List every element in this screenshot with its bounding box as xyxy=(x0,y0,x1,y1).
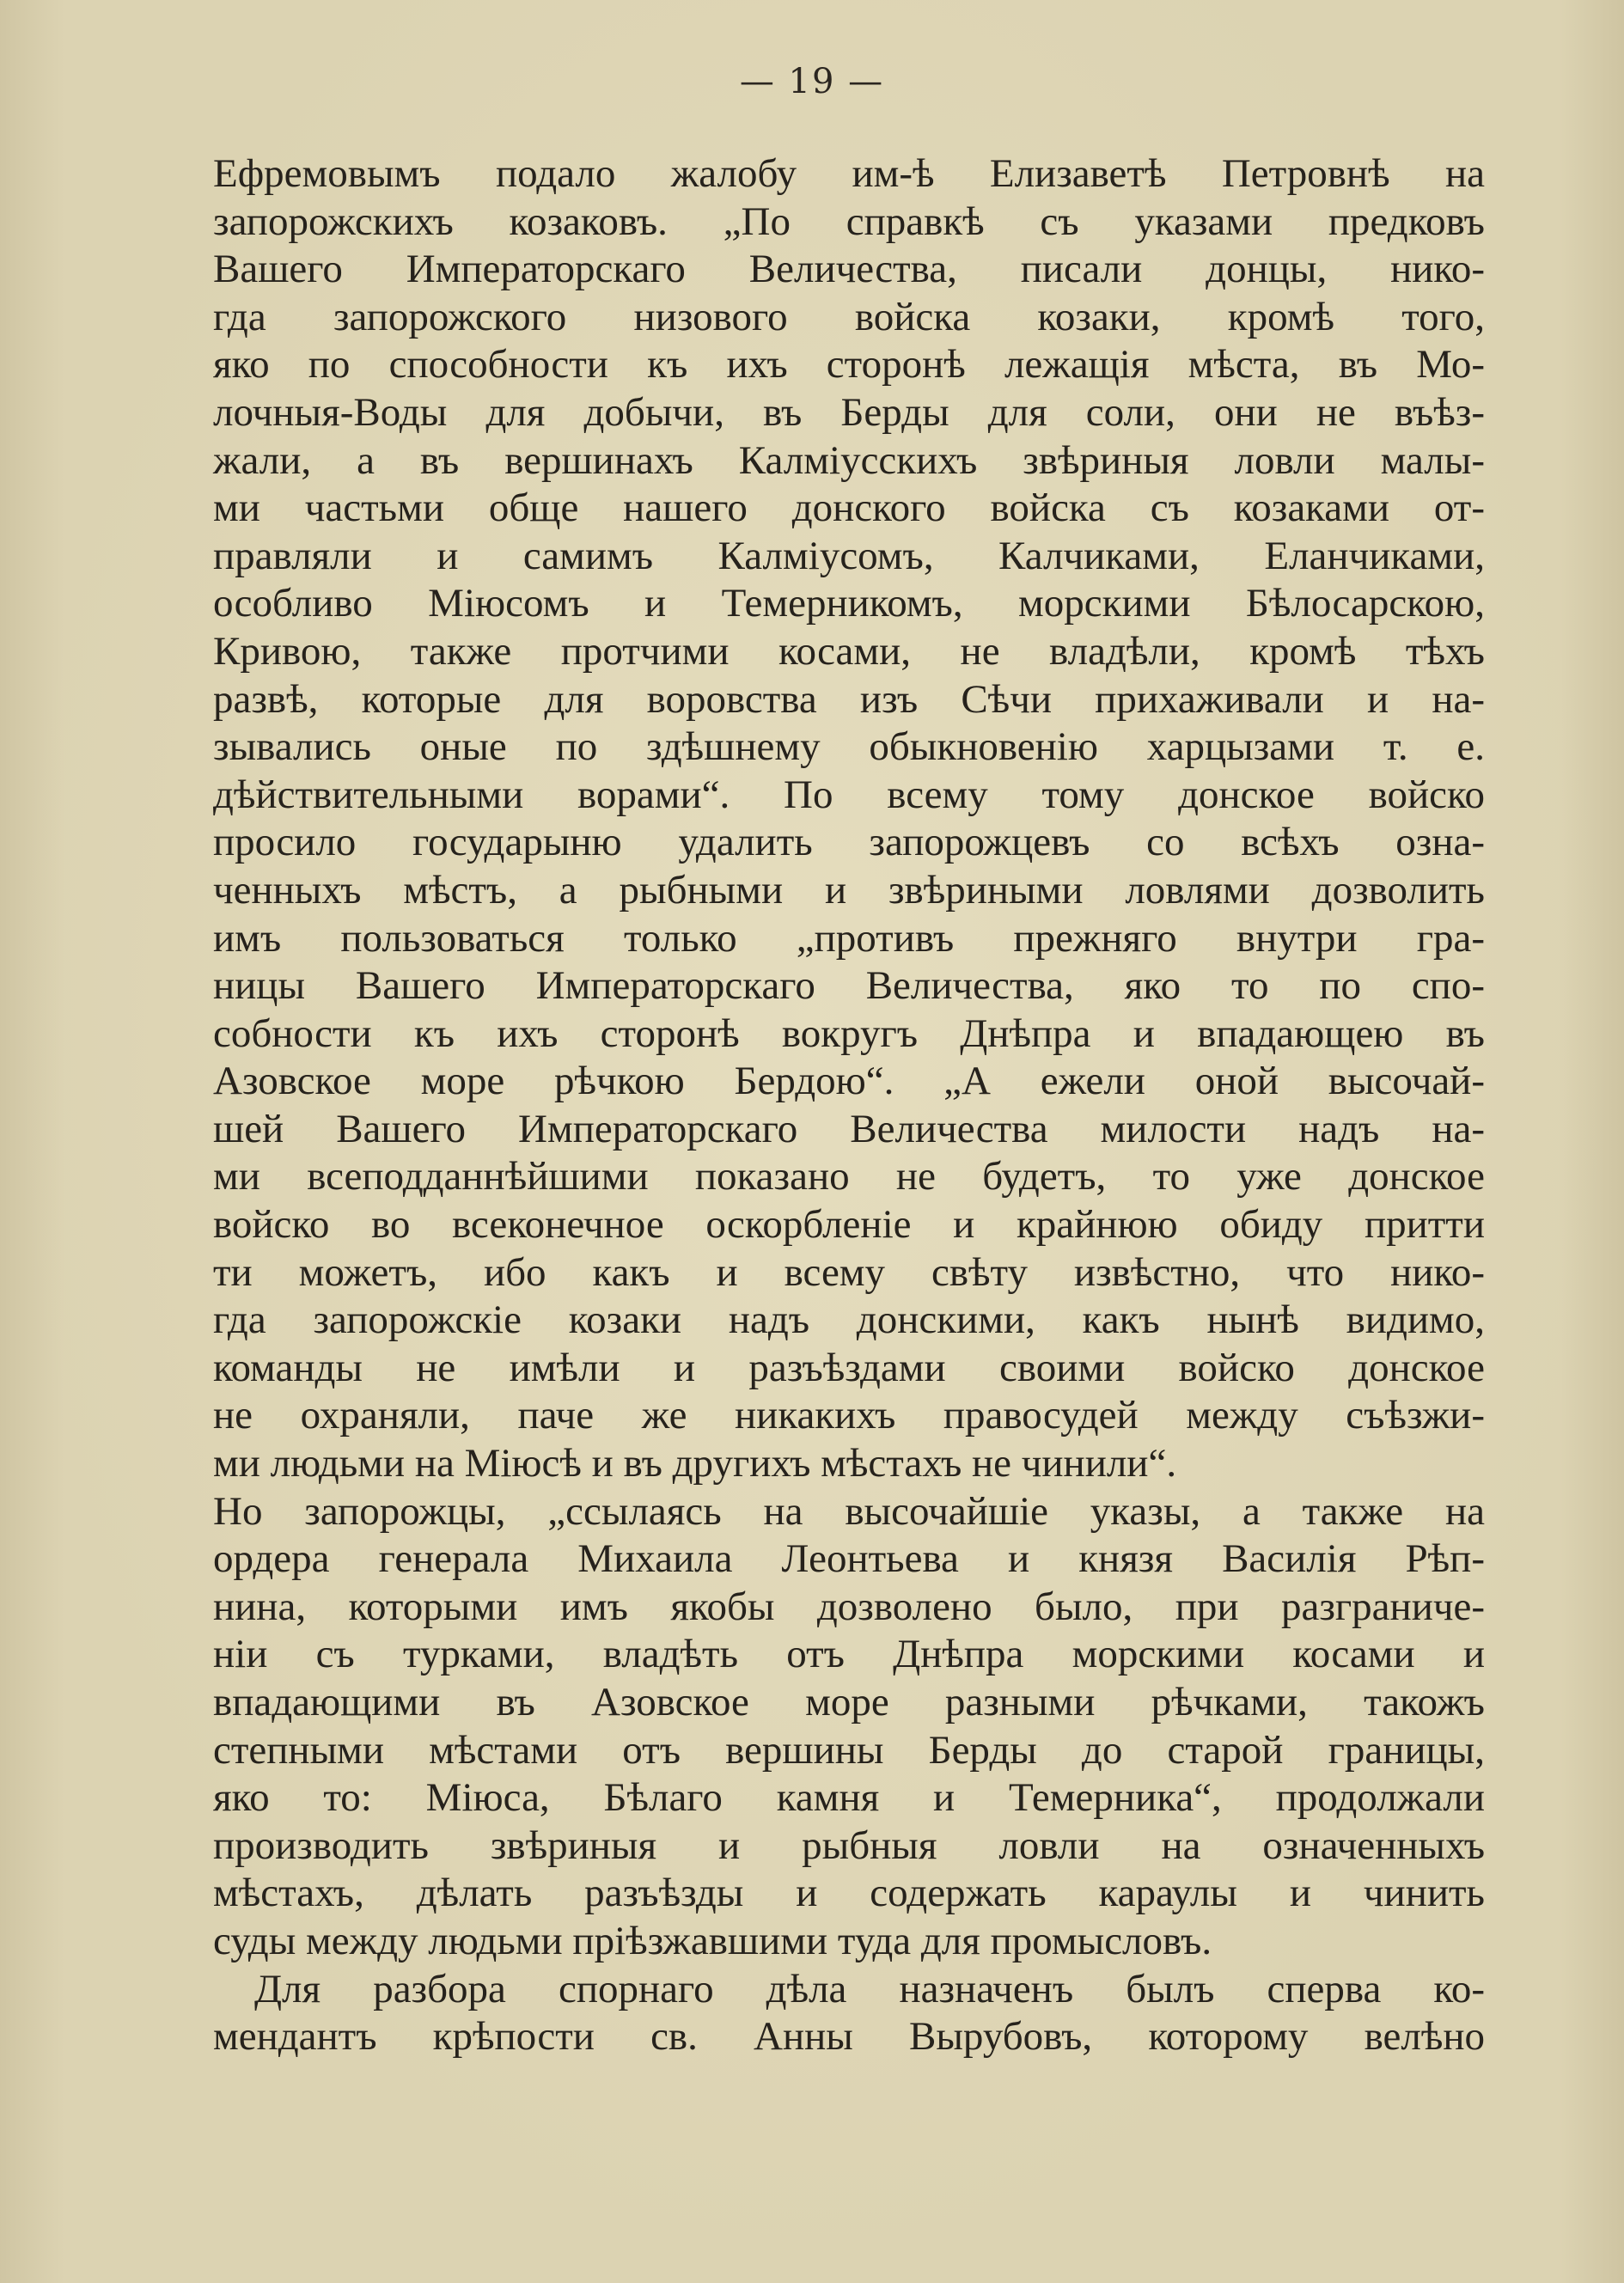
text-line: особливо Міюсомъ и Темерникомъ, морскими Бѣлосарскою, xyxy=(213,581,1485,626)
text-line: Но запорожцы, „ссылаясь на высочайшіе указы, а также на xyxy=(213,1488,1485,1534)
text-line: гда запорожского низового войска козаки, кромѣ того, xyxy=(213,294,1485,339)
text-line: ти можетъ, ибо какъ и всему свѣту извѣстно, что нико- xyxy=(213,1249,1485,1295)
text-line: Кривою, также протчими косами, не владѣли, кромѣ тѣхъ xyxy=(213,628,1485,674)
text-line: яко по способности къ ихъ сторонѣ лежащія мѣста, въ Мо- xyxy=(213,342,1485,388)
text-line: ченныхъ мѣстъ, а рыбными и звѣриными ловлями дозволить xyxy=(213,867,1485,913)
text-line: мендантъ крѣпости св. Анны Вырубовъ, которому велѣно xyxy=(213,2014,1485,2060)
text-line: ніи съ турками, владѣть отъ Днѣпра морскими косами и xyxy=(213,1632,1485,1677)
text-line: производить звѣриныя и рыбныя ловли на означенныхъ xyxy=(213,1822,1485,1868)
text-line: суды между людьми пріѣзжавшими туда для промысловъ. xyxy=(213,1918,1212,1963)
text-line: ми всеподданнѣйшими показано не будетъ, то уже донское xyxy=(213,1154,1485,1199)
text-line: войско во всеконечное оскорбленіе и крайнюю обиду притти xyxy=(213,1202,1485,1248)
page-number: — 19 — xyxy=(739,62,885,101)
text-line: ми людьми на Міюсѣ и въ другихъ мѣстахъ не чинили“. xyxy=(213,1441,1177,1486)
text-line: собности къ ихъ сторонѣ вокругъ Днѣпра и впадающею въ xyxy=(213,1010,1485,1056)
text-line: яко то: Міюса, Бѣлаго камня и Темерника“, продолжали xyxy=(213,1775,1485,1821)
text-line: команды не имѣли и разъѣздами своими войско донское xyxy=(213,1345,1485,1390)
text-line: Азовское море рѣчкою Бердою“. „А ежели оной высочай- xyxy=(213,1059,1485,1104)
text-line: просило государыню удалить запорожцевъ со всѣхъ озна- xyxy=(213,820,1485,865)
text-line: дѣйствительными ворами“. По всему тому донское войско xyxy=(213,772,1485,817)
text-line: степными мѣстами отъ вершины Берды до старой границы, xyxy=(213,1727,1485,1773)
text-line: правляли и самимъ Калміусомъ, Калчиками, Еланчиками, xyxy=(213,533,1485,578)
text-line: ми частьми обще нашего донского войска съ козаками от- xyxy=(213,485,1485,531)
text-line: впадающими въ Азовское море разными рѣчками, такожъ xyxy=(213,1680,1485,1724)
text-line: Для разбора спорнаго дѣла назначенъ былъ сперва ко- xyxy=(254,1966,1485,2011)
text-line: шей Вашего Императорскаго Величества милости надъ на- xyxy=(213,1106,1485,1151)
text-line: нина, которыми имъ якобы дозволено было, при разграниче- xyxy=(213,1584,1485,1629)
text-line: жали, а въ вершинахъ Калміусскихъ звѣриныя ловли малы- xyxy=(213,437,1485,483)
text-line: Ефремовымъ подало жалобу им-ѣ Елизаветѣ Петровнѣ на xyxy=(213,151,1485,196)
text-line: ордера генерала Михаила Леонтьева и князя Василія Рѣп- xyxy=(213,1536,1485,1582)
text-line: лочныя-Воды для добычи, въ Берды для соли, они не въѣз- xyxy=(213,389,1485,435)
text-line: ницы Вашего Императорскаго Величества, яко то по спо- xyxy=(213,963,1485,1009)
text-line: имъ пользоваться только „противъ прежняго внутри гра- xyxy=(213,915,1485,961)
text-line: мѣстахъ, дѣлать разъѣзды и содержать караулы и чинить xyxy=(213,1871,1485,1916)
text-line: Вашего Императорскаго Величества, писали донцы, нико- xyxy=(213,247,1485,292)
body-text xyxy=(213,150,1485,2061)
text-line: запорожскихъ козаковъ. „По справкѣ съ указами предковъ xyxy=(213,198,1485,244)
text-line: развѣ, которые для воровства изъ Сѣчи прихаживали и на- xyxy=(213,676,1485,722)
text-line: зывались оные по здѣшнему обыкновенію харцызами т. е. xyxy=(213,724,1485,770)
text-line: не охраняли, паче же никакихъ правосудей между съѣзжи- xyxy=(213,1393,1485,1438)
text-line: гда запорожскіе козаки надъ донскими, какъ нынѣ видимо, xyxy=(213,1297,1485,1343)
